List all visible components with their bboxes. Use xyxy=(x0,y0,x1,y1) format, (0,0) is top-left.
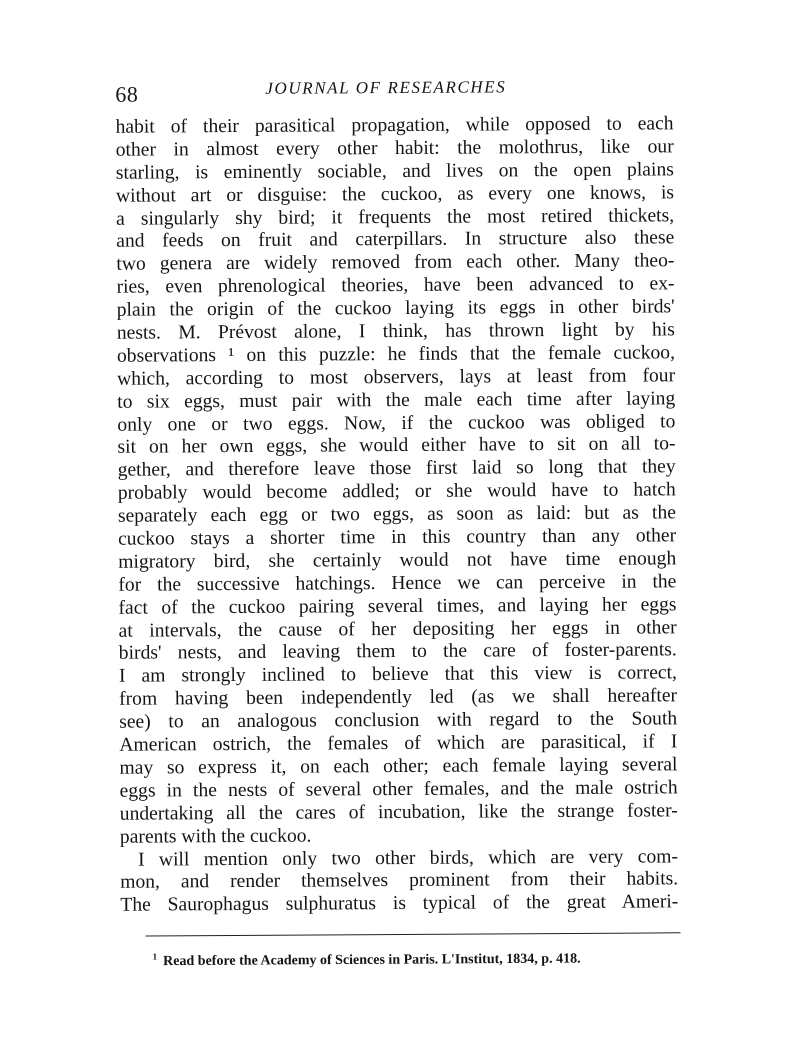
footnote-marker: 1 xyxy=(152,951,158,962)
running-head: JOURNAL OF RESEARCHES xyxy=(265,77,507,98)
text-line: birds' nests, and leaving them to the care of foster-parents. xyxy=(118,639,677,665)
body-text xyxy=(116,113,679,918)
text-line: undertaking all the cares of incubation, like the strange foster- xyxy=(119,800,678,825)
text-line: to six eggs, must pair with the male each time after laying xyxy=(117,388,676,413)
text-line: separately each egg or two eggs, as soon as laid: but as the xyxy=(117,502,676,527)
text-line: mon, and render themselves prominent from their habits. xyxy=(120,868,679,894)
text-line: see) to an analogous conclusion with regard to the South xyxy=(119,708,678,733)
text-line: probably would become addled; or she would have to hatch xyxy=(117,479,676,504)
text-line: fact of the cuckoo pairing several times, and laying her eggs xyxy=(118,594,677,619)
text-line: plain the origin of the cuckoo laying its eggs in other birds' xyxy=(116,296,675,321)
footnote-divider xyxy=(146,932,681,936)
text-line: observations ¹ on this puzzle: he finds that the female cuckoo, xyxy=(116,342,676,367)
text-line: habit of their parasitical propagation, while opposed to each xyxy=(115,113,674,138)
text-line: ries, even phrenological theories, have been advanced to ex- xyxy=(116,273,675,298)
text-line: a singularly shy bird; it frequents the most retired thickets, xyxy=(116,204,675,230)
text-line: from having been independently led (as we shall hereafter xyxy=(118,685,678,710)
footnote xyxy=(153,948,673,970)
text-line: other in almost every other habit: the molothrus, like our xyxy=(115,136,674,161)
text-line: cuckoo stays a shorter time in this country than any other xyxy=(118,525,677,550)
page-number: 68 xyxy=(115,81,139,107)
text-line: starling, is eminently sociable, and lives on the open plains xyxy=(115,159,674,184)
text-line: two genera are widely removed from each other. Many theo- xyxy=(116,250,675,276)
text-line: I will mention only two other birds, which are very com- xyxy=(137,845,679,871)
text-line: I am strongly inclined to believe that this view is correct, xyxy=(118,662,677,688)
text-line: gether, and therefore leave those first laid so long that they xyxy=(117,456,676,482)
text-line: without art or disguise: the cuckoo, as every one knows, is xyxy=(115,181,675,207)
footnote-text: Read before the Academy of Sciences in Paris. L'Institut, 1834, p. 418. xyxy=(163,951,581,970)
page-header xyxy=(115,76,675,109)
text-line: American ostrich, the females of which are parasitical, if I xyxy=(119,731,678,756)
text-line: eggs in the nests of several other females, and the male ostrich xyxy=(119,777,678,802)
text-line: may so express it, on each other; each female laying several xyxy=(119,754,678,779)
text-line: for the successive hatchings. Hence we can perceive in the xyxy=(118,571,677,596)
text-line: nests. M. Prévost alone, I think, has thrown light by his xyxy=(116,319,675,344)
text-line: The Saurophagus sulphuratus is typical of the great Ameri- xyxy=(120,891,679,916)
text-line: only one or two eggs. Now, if the cuckoo was obliged to xyxy=(117,410,676,436)
text-line: migratory bird, she certainly would not have time enough xyxy=(118,548,677,573)
text-line: which, according to most observers, lays at least from four xyxy=(117,365,676,390)
text-line: and feeds on fruit and caterpillars. In structure also these xyxy=(116,227,675,253)
text-line: sit on her own eggs, she would either have to sit on all to- xyxy=(117,433,676,459)
text-line: at intervals, the cause of her depositing her eggs in other xyxy=(118,616,677,642)
text-line: parents with the cuckoo. xyxy=(119,825,312,848)
